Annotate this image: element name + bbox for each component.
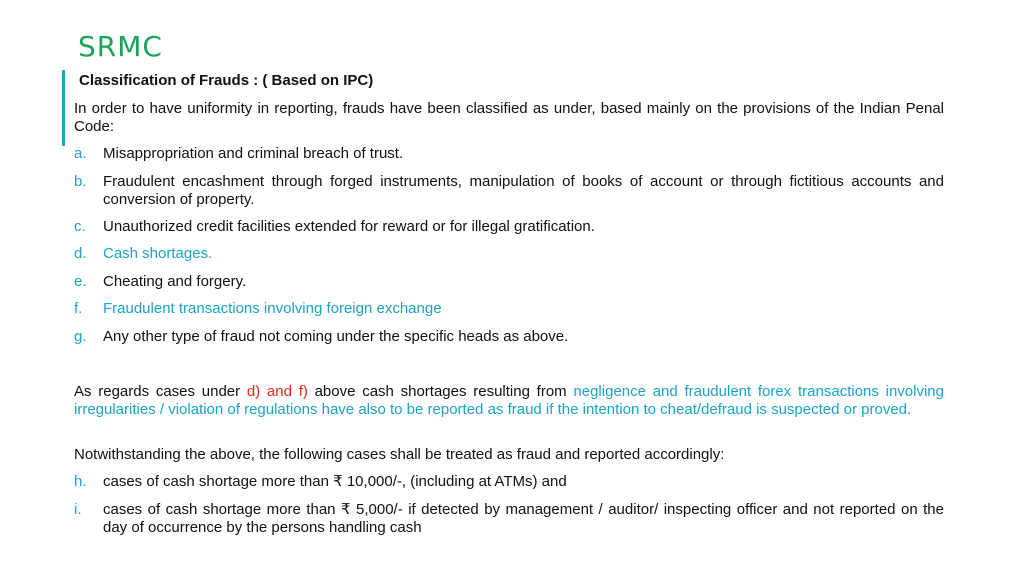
list-marker: f. bbox=[74, 300, 83, 317]
brand-title: SRMC bbox=[78, 30, 163, 63]
list-item-text: Any other type of fraud not coming under the specific heads as above. bbox=[103, 328, 569, 345]
notwithstanding-paragraph: Notwithstanding the above, the following cases shall be treated as fraud and reported accordingly: bbox=[74, 446, 725, 463]
list-item-text: Unauthorized credit facilities extended for reward or for illegal gratification. bbox=[103, 218, 595, 235]
list-marker: c. bbox=[74, 218, 86, 235]
regards-text: above cash shortages resulting from bbox=[307, 383, 574, 400]
regards-paragraph bbox=[74, 383, 944, 419]
list-item-text: Fraudulent encashment through forged instruments, manipulation of books of account or through fictitious accounts and conversion of property. bbox=[103, 173, 944, 208]
list-item-text: cases of cash shortage more than ₹ 5,000/- if detected by management / auditor/ inspecting officer and not reported on the day of occurrence by the persons handling cash bbox=[103, 501, 944, 536]
list-marker: i. bbox=[74, 501, 82, 518]
regards-highlight: negligence and fraudulent forex transactions involving irregularities / violation of regulations have also to be reported as fraud if the intention to cheat/defraud is suspected or proved. bbox=[74, 383, 944, 418]
list-marker: g. bbox=[74, 328, 87, 345]
list-item-text: Cash shortages. bbox=[103, 245, 213, 262]
list-item-text: Misappropriation and criminal breach of trust. bbox=[103, 145, 404, 162]
section-heading: Classification of Frauds : ( Based on IPC) bbox=[79, 72, 374, 89]
list-item-text: cases of cash shortage more than ₹ 10,000/-, (including at ATMs) and bbox=[103, 473, 567, 490]
list-item-text: Fraudulent transactions involving foreign exchange bbox=[103, 300, 442, 317]
regards-reference: d) and f) bbox=[246, 383, 308, 400]
list-item-text: Cheating and forgery. bbox=[103, 273, 247, 290]
list-marker: a. bbox=[74, 145, 87, 162]
list-marker: d. bbox=[74, 245, 87, 262]
list-marker: h. bbox=[74, 473, 87, 490]
accent-bar bbox=[62, 70, 65, 146]
list-marker: b. bbox=[74, 173, 87, 190]
list-marker: e. bbox=[74, 273, 87, 290]
regards-text: As regards cases under bbox=[74, 383, 247, 400]
intro-paragraph: In order to have uniformity in reporting, frauds have been classified as under, based mainly on the provisions of the Indian Penal Code: bbox=[74, 100, 944, 135]
